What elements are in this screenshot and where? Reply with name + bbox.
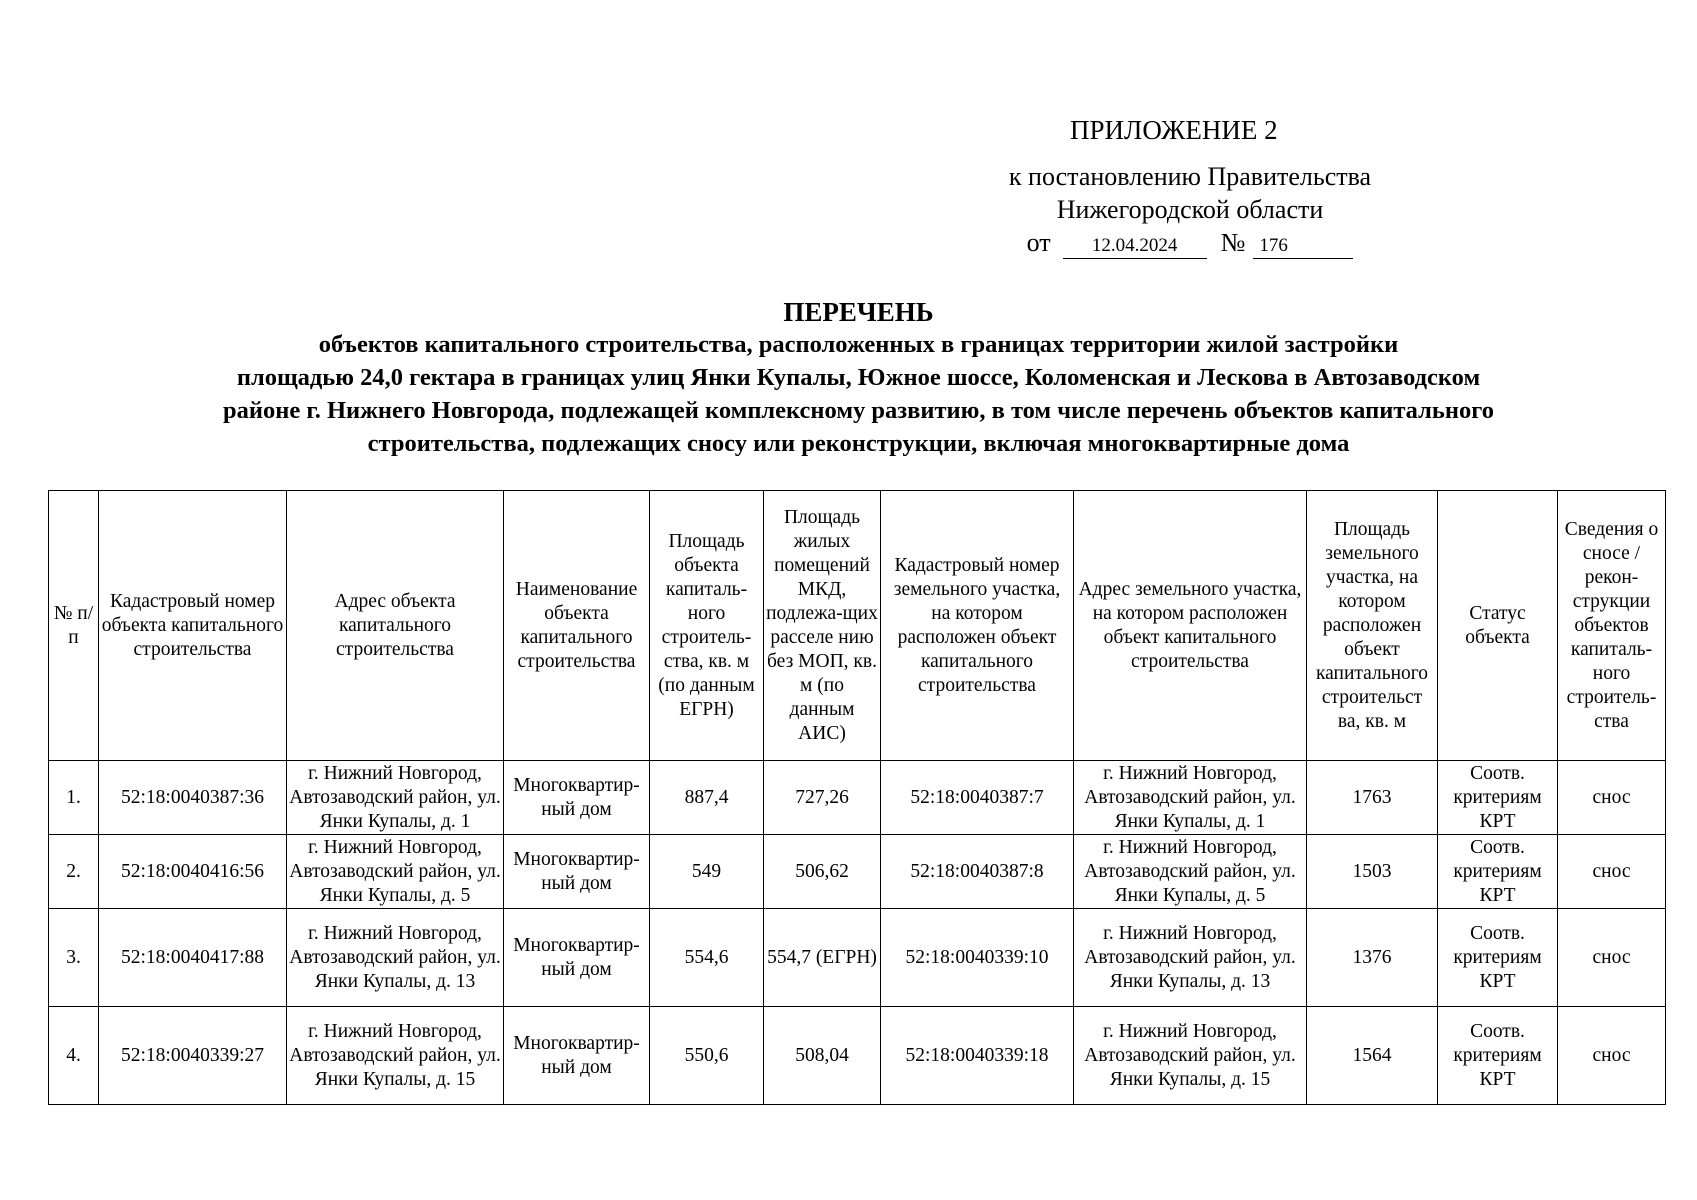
demolition-info: снос <box>1558 909 1666 1007</box>
table-row <box>49 909 1666 1007</box>
cadastral-number: 52:18:0040416:56 <box>99 835 287 909</box>
object-name: Многоквартир-ный дом <box>504 835 650 909</box>
cadastral-number: 52:18:0040417:88 <box>99 909 287 1007</box>
object-address: г. Нижний Новгород, Автозаводский район, ул. Янки Купалы, д. 5 <box>287 835 504 909</box>
table-header-row <box>49 491 1666 761</box>
object-area: 554,6 <box>650 909 764 1007</box>
document-title: ПЕРЕЧЕНЬ <box>783 297 934 327</box>
row-number: 4. <box>49 1007 99 1105</box>
living-area: 554,7 (ЕГРН) <box>764 909 881 1007</box>
header-living-area: Площадь жилых помещений МКД, подлежа-щих расселе нию без МОП, кв. м (по данным АИС) <box>764 491 881 761</box>
header-land-address: Адрес земельного участка, на котором расположен объект капитального строительства <box>1074 491 1307 761</box>
row-number: 2. <box>49 835 99 909</box>
object-status: Соотв. критериям КРТ <box>1438 761 1558 835</box>
object-area: 550,6 <box>650 1007 764 1105</box>
table-row <box>49 835 1666 909</box>
living-area: 508,04 <box>764 1007 881 1105</box>
objects-table <box>48 490 1666 1105</box>
object-address: г. Нижний Новгород, Автозаводский район, ул. Янки Купалы, д. 13 <box>287 909 504 1007</box>
object-status: Соотв. критериям КРТ <box>1438 1007 1558 1105</box>
header-object-name: Наименование объекта капитального строительства <box>504 491 650 761</box>
object-name: Многоквартир-ный дом <box>504 1007 650 1105</box>
demolition-info: снос <box>1558 761 1666 835</box>
header-cadastral-number: Кадастровый номер объекта капитального строительства <box>99 491 287 761</box>
land-area: 1376 <box>1307 909 1438 1007</box>
object-name: Многоквартир-ный дом <box>504 909 650 1007</box>
decree-date: 12.04.2024 <box>1063 235 1207 259</box>
object-name: Многоквартир-ный дом <box>504 761 650 835</box>
header-land-cadastral-number: Кадастровый номер земельного участка, на котором расположен объект капитального строительства <box>881 491 1074 761</box>
land-cadastral-number: 52:18:0040339:10 <box>881 909 1074 1007</box>
cadastral-number: 52:18:0040339:27 <box>99 1007 287 1105</box>
object-address: г. Нижний Новгород, Автозаводский район, ул. Янки Купалы, д. 15 <box>287 1007 504 1105</box>
object-area: 549 <box>650 835 764 909</box>
appendix-title: ПРИЛОЖЕНИЕ 2 <box>1070 115 1278 145</box>
appendix-line-1: к постановлению Правительства <box>1008 162 1372 191</box>
land-address: г. Нижний Новгород, Автозаводский район, ул. Янки Купалы, д. 1 <box>1074 761 1307 835</box>
number-label: № <box>1220 228 1246 257</box>
living-area: 506,62 <box>764 835 881 909</box>
header-status: Статус объекта <box>1438 491 1558 761</box>
land-area: 1503 <box>1307 835 1438 909</box>
object-area: 887,4 <box>650 761 764 835</box>
land-cadastral-number: 52:18:0040339:18 <box>881 1007 1074 1105</box>
land-address: г. Нижний Новгород, Автозаводский район, ул. Янки Купалы, д. 15 <box>1074 1007 1307 1105</box>
table-row <box>49 1007 1666 1105</box>
heading-line-3: районе г. Нижнего Новгорода, подлежащей комплексному развитию, в том числе перечень объектов капитального <box>223 397 1494 424</box>
header-demolition-info: Сведения о сносе / рекон-струкции объектов капиталь-ного строитель-ства <box>1558 491 1666 761</box>
heading-line-1: объектов капитального строительства, расположенных в границах территории жилой застройки <box>318 331 1399 358</box>
land-address: г. Нижний Новгород, Автозаводский район, ул. Янки Купалы, д. 5 <box>1074 835 1307 909</box>
decree-date-number <box>980 226 1400 259</box>
document-heading <box>60 296 1657 460</box>
cadastral-number: 52:18:0040387:36 <box>99 761 287 835</box>
object-status: Соотв. критериям КРТ <box>1438 909 1558 1007</box>
decree-number: 176 <box>1253 235 1353 259</box>
from-label: от <box>1026 228 1051 257</box>
land-cadastral-number: 52:18:0040387:7 <box>881 761 1074 835</box>
land-area: 1763 <box>1307 761 1438 835</box>
header-number: № п/п <box>49 491 99 761</box>
header-land-area: Площадь земельного участка, на котором расположен объект капитального строительст ва, кв. м <box>1307 491 1438 761</box>
appendix-block <box>980 114 1400 259</box>
demolition-info: снос <box>1558 835 1666 909</box>
land-area: 1564 <box>1307 1007 1438 1105</box>
living-area: 727,26 <box>764 761 881 835</box>
header-object-area: Площадь объекта капиталь-ного строитель-ства, кв. м (по данным ЕГРН) <box>650 491 764 761</box>
land-address: г. Нижний Новгород, Автозаводский район, ул. Янки Купалы, д. 13 <box>1074 909 1307 1007</box>
demolition-info: снос <box>1558 1007 1666 1105</box>
object-address: г. Нижний Новгород, Автозаводский район, ул. Янки Купалы, д. 1 <box>287 761 504 835</box>
header-object-address: Адрес объекта капитального строительства <box>287 491 504 761</box>
table-row <box>49 761 1666 835</box>
appendix-reference <box>980 160 1400 259</box>
heading-line-2: площадью 24,0 гектара в границах улиц Янки Купалы, Южное шоссе, Коломенская и Лескова в Автозаводском <box>236 364 1481 391</box>
row-number: 3. <box>49 909 99 1007</box>
land-cadastral-number: 52:18:0040387:8 <box>881 835 1074 909</box>
appendix-line-2: Нижегородской области <box>1056 195 1324 224</box>
heading-line-4: строительства, подлежащих сносу или реконструкции, включая многоквартирные дома <box>367 430 1350 457</box>
object-status: Соотв. критериям КРТ <box>1438 835 1558 909</box>
row-number: 1. <box>49 761 99 835</box>
